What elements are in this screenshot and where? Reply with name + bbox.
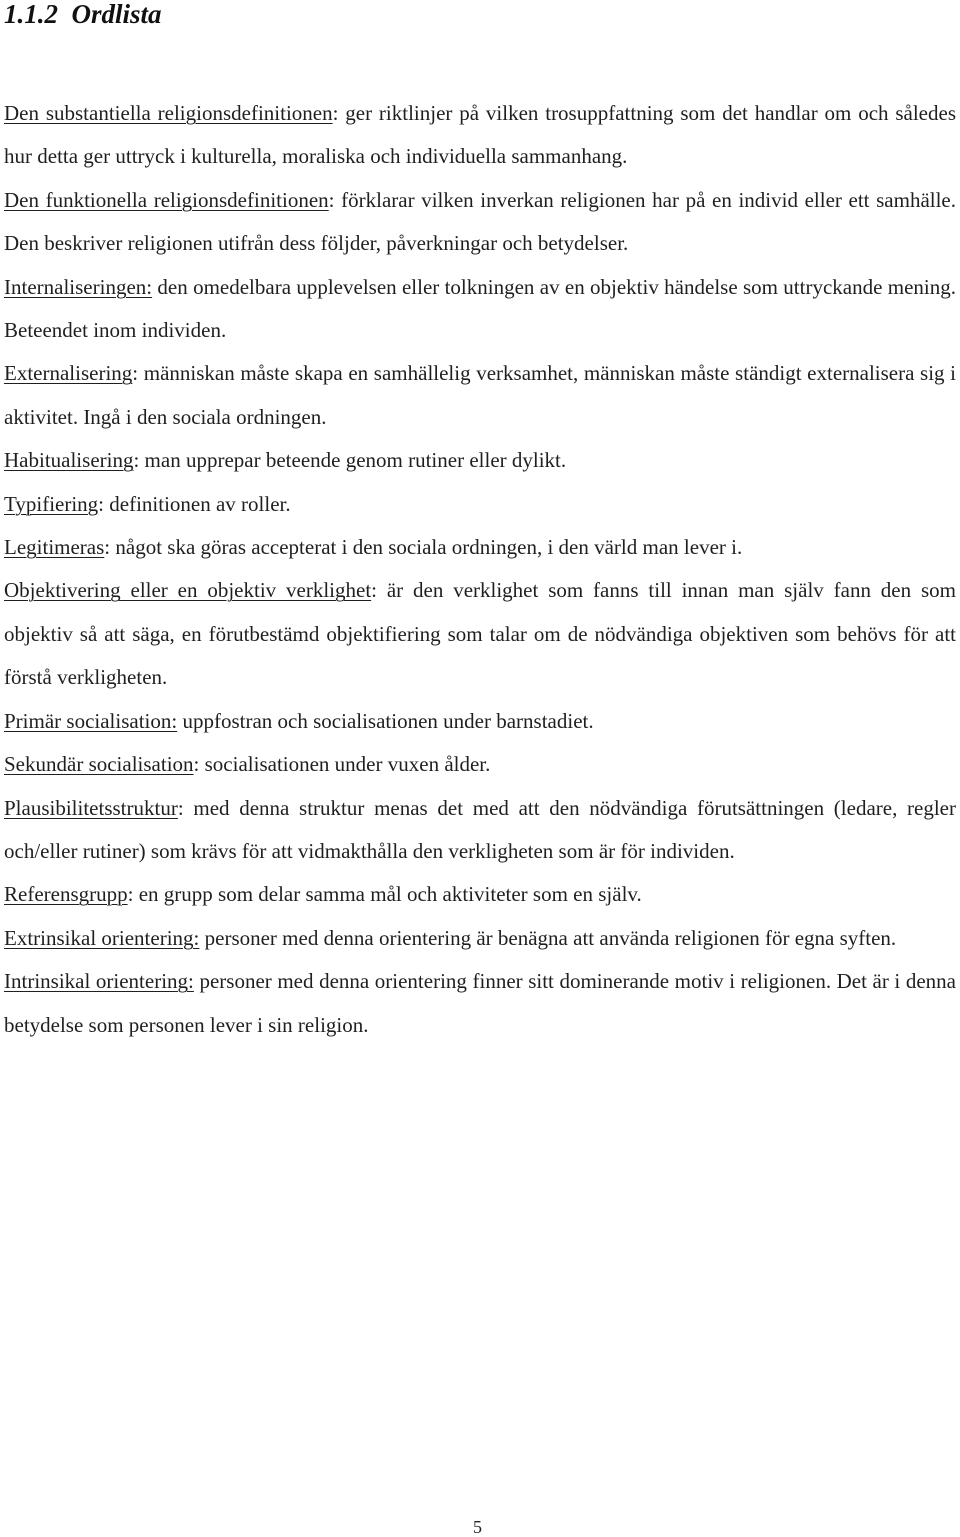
glossary-entry <box>4 917 956 960</box>
glossary-entry <box>4 439 956 482</box>
glossary-entry <box>4 92 956 179</box>
glossary-term: Internaliseringen: <box>4 274 153 299</box>
glossary-definition: : en grupp som delar samma mål och aktiviteter som en själv. <box>127 882 642 907</box>
glossary-definition: : är den verklighet som fanns till innan man själv fann den som objektiv så att säga, en förutbestämd objektifiering som talar om de nödvändiga objektiven som behövs för att förstå verkligheten. <box>4 578 956 690</box>
glossary-definition: : man upprepar beteende genom rutiner eller dylikt. <box>133 448 567 473</box>
glossary-definition: : ger riktlinjer på vilken trosuppfattning som det handlar om och således hur detta ger uttryck i kulturella, moraliska och individuella sammanhang. <box>4 101 956 169</box>
page-number: 5 <box>473 1517 482 1537</box>
glossary-definition: uppfostran och socialisationen under barnstadiet. <box>177 708 594 733</box>
glossary-definition: : socialisationen under vuxen ålder. <box>193 752 491 777</box>
glossary-definition: : förklarar vilken inverkan religionen har på en individ eller ett samhälle. Den beskriver religionen utifrån dess följder, påverkningar och betydelser. <box>4 187 957 256</box>
glossary-term: Intrinsikal orientering: <box>4 969 194 994</box>
glossary-definition: : något ska göras accepterat i den sociala ordningen, i den värld man lever i. <box>104 535 743 560</box>
glossary-entry <box>4 700 956 743</box>
glossary-definition: personer med denna orientering är benägna att använda religionen för egna syften. <box>199 925 897 950</box>
glossary-entry <box>4 787 956 874</box>
glossary-entry <box>4 483 956 526</box>
section-heading <box>4 0 162 34</box>
section-title: Ordlista <box>71 0 162 29</box>
glossary-term: Referensgrupp <box>4 882 128 907</box>
section-number: 1.1.2 <box>4 0 58 29</box>
glossary-entry <box>4 179 956 266</box>
glossary-term: Typifiering <box>4 491 99 516</box>
glossary-list <box>4 92 956 1047</box>
glossary-term: Plausibilitetsstruktur <box>4 795 178 820</box>
glossary-term: Habitualisering <box>4 448 134 473</box>
glossary-definition: : med denna struktur menas det med att den nödvändiga förutsättningen (ledare, regler och/eller rutiner) som krävs för att vidmakthålla den verkligheten som är för individen. <box>4 795 956 863</box>
glossary-entry <box>4 960 956 1047</box>
glossary-term: Extrinsikal orientering: <box>4 925 200 950</box>
glossary-entry <box>4 526 956 569</box>
glossary-definition: den omedelbara upplevelsen eller tolkningen av en objektiv händelse som uttryckande mening. Beteendet inom individen. <box>4 274 956 343</box>
glossary-definition: : människan måste skapa en samhällelig verksamhet, människan måste ständigt externalisera sig i aktivitet. Ingå i den sociala ordningen. <box>4 361 956 429</box>
glossary-entry <box>4 266 956 353</box>
glossary-term: Legitimeras <box>4 535 105 560</box>
glossary-term: Den substantiella religionsdefinitionen <box>4 101 333 125</box>
glossary-definition: : definitionen av roller. <box>98 491 291 516</box>
glossary-term: Sekundär socialisation <box>4 752 194 777</box>
glossary-definition: personer med denna orientering finner sitt dominerande motiv i religionen. Det är i denna betydelse som personen lever i sin religion. <box>4 969 956 1037</box>
glossary-term: Objektivering eller en objektiv verklighet <box>4 578 372 603</box>
glossary-term: Externalisering <box>4 361 133 386</box>
glossary-entry <box>4 873 956 916</box>
glossary-term: Primär socialisation: <box>4 708 178 733</box>
glossary-entry <box>4 743 956 786</box>
glossary-entry <box>4 569 956 699</box>
glossary-term: Den funktionella religionsdefinitionen <box>4 187 329 212</box>
glossary-entry <box>4 352 956 439</box>
